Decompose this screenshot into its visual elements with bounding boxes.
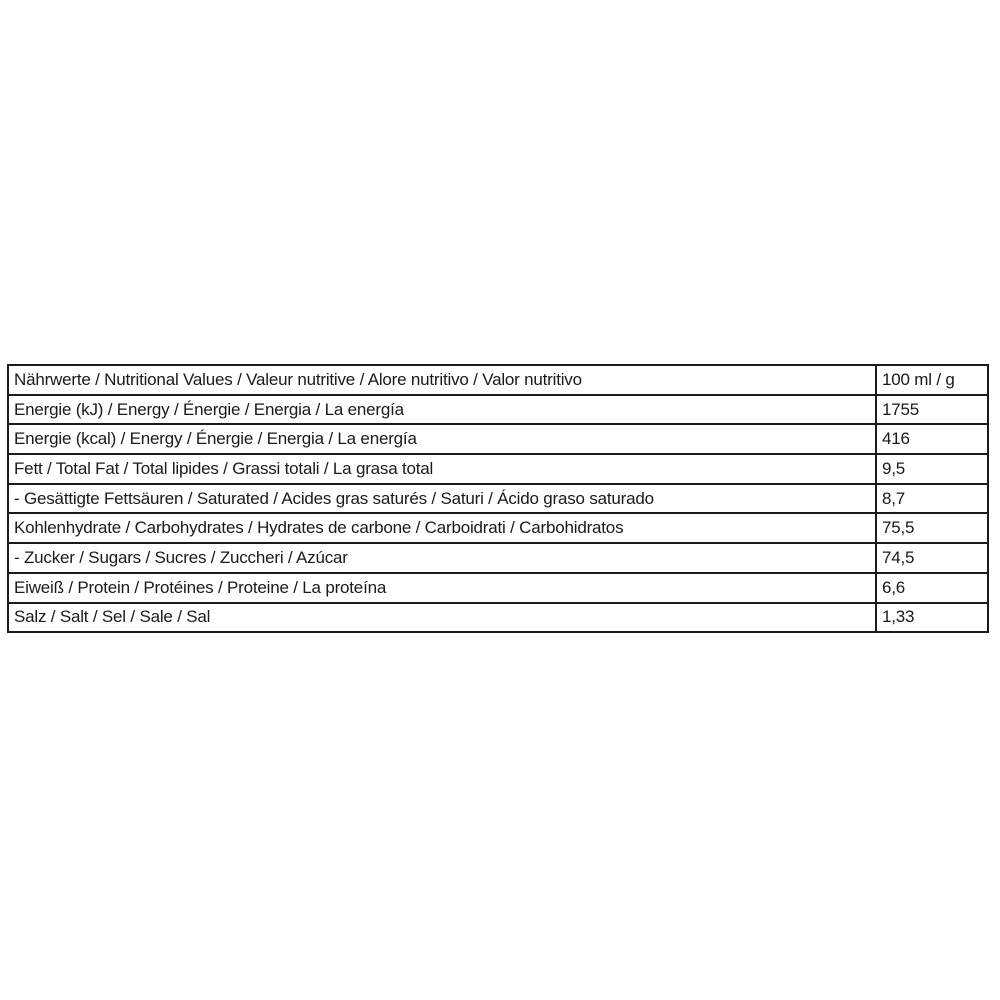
nutrient-value: 8,7 <box>876 484 988 514</box>
nutrient-label: Fett / Total Fat / Total lipides / Grassi totali / La grasa total <box>8 454 876 484</box>
nutrient-label: Energie (kcal) / Energy / Énergie / Energia / La energía <box>8 424 876 454</box>
table-row <box>8 573 988 603</box>
nutrient-label: Eiweiß / Protein / Protéines / Proteine / La proteína <box>8 573 876 603</box>
table-header-row <box>8 365 988 395</box>
header-unit-label: 100 ml / g <box>876 365 988 395</box>
nutrient-value: 74,5 <box>876 543 988 573</box>
table-row <box>8 424 988 454</box>
nutrient-label: Salz / Salt / Sel / Sale / Sal <box>8 603 876 633</box>
table-row <box>8 543 988 573</box>
table-body <box>8 395 988 633</box>
nutrient-label: Energie (kJ) / Energy / Énergie / Energia / La energía <box>8 395 876 425</box>
nutrient-value: 1755 <box>876 395 988 425</box>
table-row <box>8 395 988 425</box>
table-row <box>8 454 988 484</box>
nutrient-value: 416 <box>876 424 988 454</box>
nutrient-value: 1,33 <box>876 603 988 633</box>
table-row <box>8 513 988 543</box>
table-row <box>8 603 988 633</box>
nutrient-value: 75,5 <box>876 513 988 543</box>
header-nutrient-label: Nährwerte / Nutritional Values / Valeur nutritive / Alore nutritivo / Valor nutritivo <box>8 365 876 395</box>
nutrient-label: Kohlenhydrate / Carbohydrates / Hydrates de carbone / Carboidrati / Carbohidratos <box>8 513 876 543</box>
nutrition-table <box>7 364 989 633</box>
nutrient-value: 9,5 <box>876 454 988 484</box>
table-row <box>8 484 988 514</box>
nutrient-label: - Gesättigte Fettsäuren / Saturated / Acides gras saturés / Saturi / Ácido graso saturado <box>8 484 876 514</box>
nutrient-label: - Zucker / Sugars / Sucres / Zuccheri / Azúcar <box>8 543 876 573</box>
nutrient-value: 6,6 <box>876 573 988 603</box>
